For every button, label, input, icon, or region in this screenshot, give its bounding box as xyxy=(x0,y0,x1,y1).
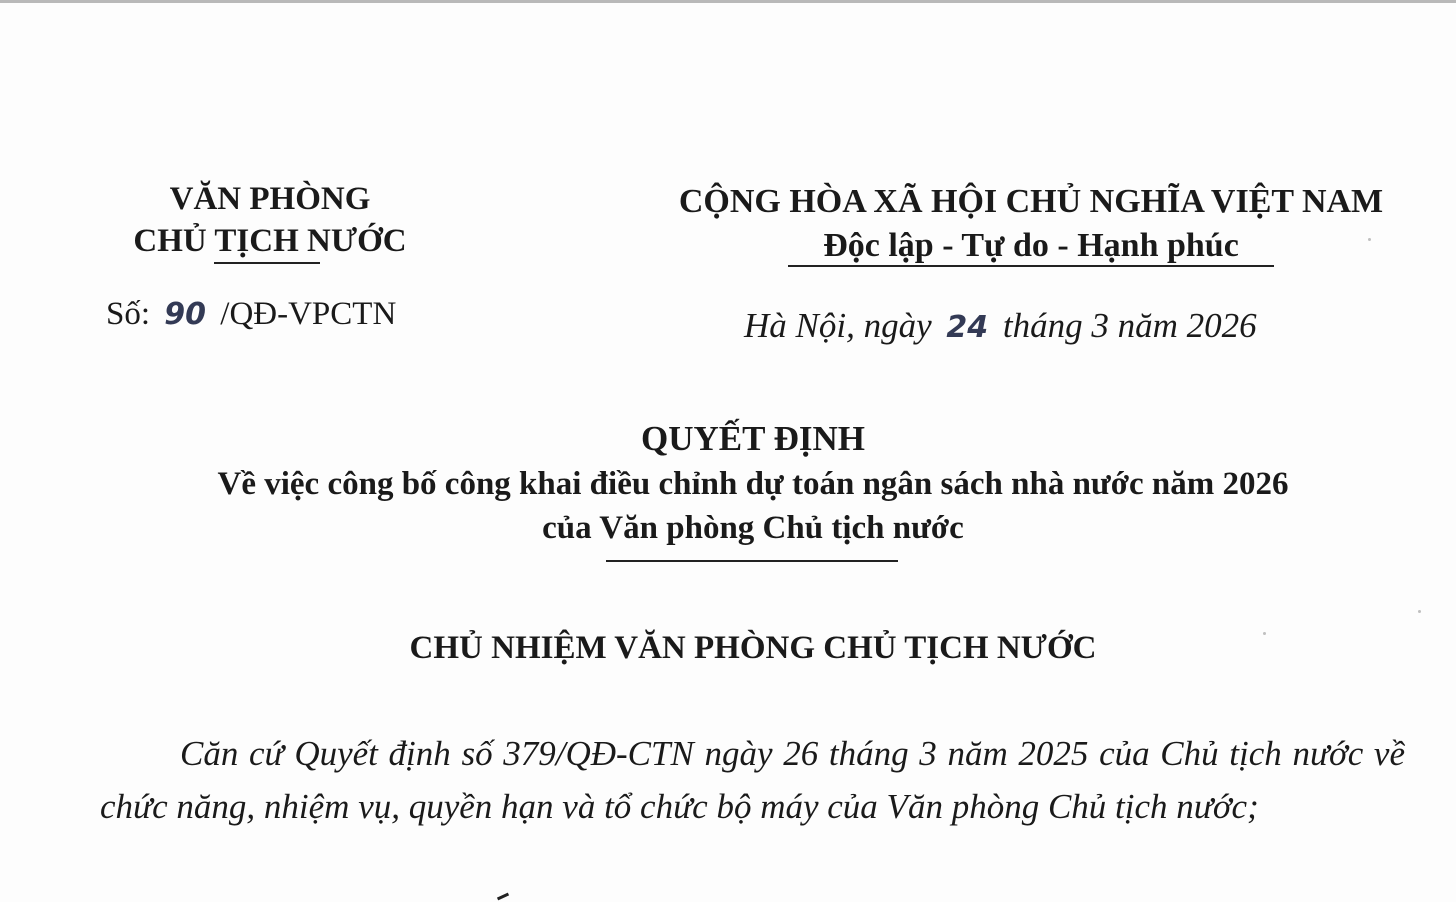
cropped-next-line-mark xyxy=(497,893,509,901)
handwritten-number: 90 xyxy=(164,297,207,332)
national-motto: Độc lập - Tự do - Hạnh phúc xyxy=(823,227,1239,264)
nation-name: CỘNG HÒA XÃ HỘI CHỦ NGHĨA VIỆT NAM xyxy=(678,183,1384,220)
issuing-organization xyxy=(80,178,460,262)
date-suffix: tháng 3 năm 2026 xyxy=(1002,306,1257,345)
document-type: QUYẾT ĐỊNH xyxy=(641,419,865,458)
decision-title xyxy=(90,416,1416,550)
document-number-suffix: /QĐ-VPCTN xyxy=(220,296,397,332)
subject-line-1: Về việc công bố công khai điều chỉnh dự toán ngân sách nhà nước năm 2026 xyxy=(217,466,1289,502)
organization-underline xyxy=(214,262,320,264)
organization-line-2: CHỦ TỊCH NƯỚC xyxy=(133,223,407,259)
national-header xyxy=(648,180,1414,268)
title-underline xyxy=(606,560,898,562)
document-number-prefix: Số: xyxy=(106,296,151,332)
scan-speck xyxy=(1418,610,1421,613)
organization-line-1: VĂN PHÒNG xyxy=(169,181,371,217)
scan-speck xyxy=(1263,632,1266,635)
legal-basis-paragraph: Căn cứ Quyết định số 379/QĐ-CTN ngày 26 tháng 3 năm 2025 của Chủ tịch nước về chức năng, nhiệm vụ, quyền hạn và tổ chức bộ máy của Văn phòng Chủ tịch nước; xyxy=(100,734,1405,826)
page-top-edge xyxy=(0,0,1456,3)
document-number xyxy=(106,296,396,333)
date-prefix: Hà Nội, ngày xyxy=(744,306,932,345)
issuing-authority: CHỦ NHIỆM VĂN PHÒNG CHỦ TỊCH NƯỚC xyxy=(409,630,1097,666)
scan-speck xyxy=(1368,238,1371,241)
subject-line-2: của Văn phòng Chủ tịch nước xyxy=(542,510,964,546)
motto-underline xyxy=(788,265,1274,267)
handwritten-day: 24 xyxy=(946,310,989,345)
place-and-date xyxy=(744,306,1257,346)
